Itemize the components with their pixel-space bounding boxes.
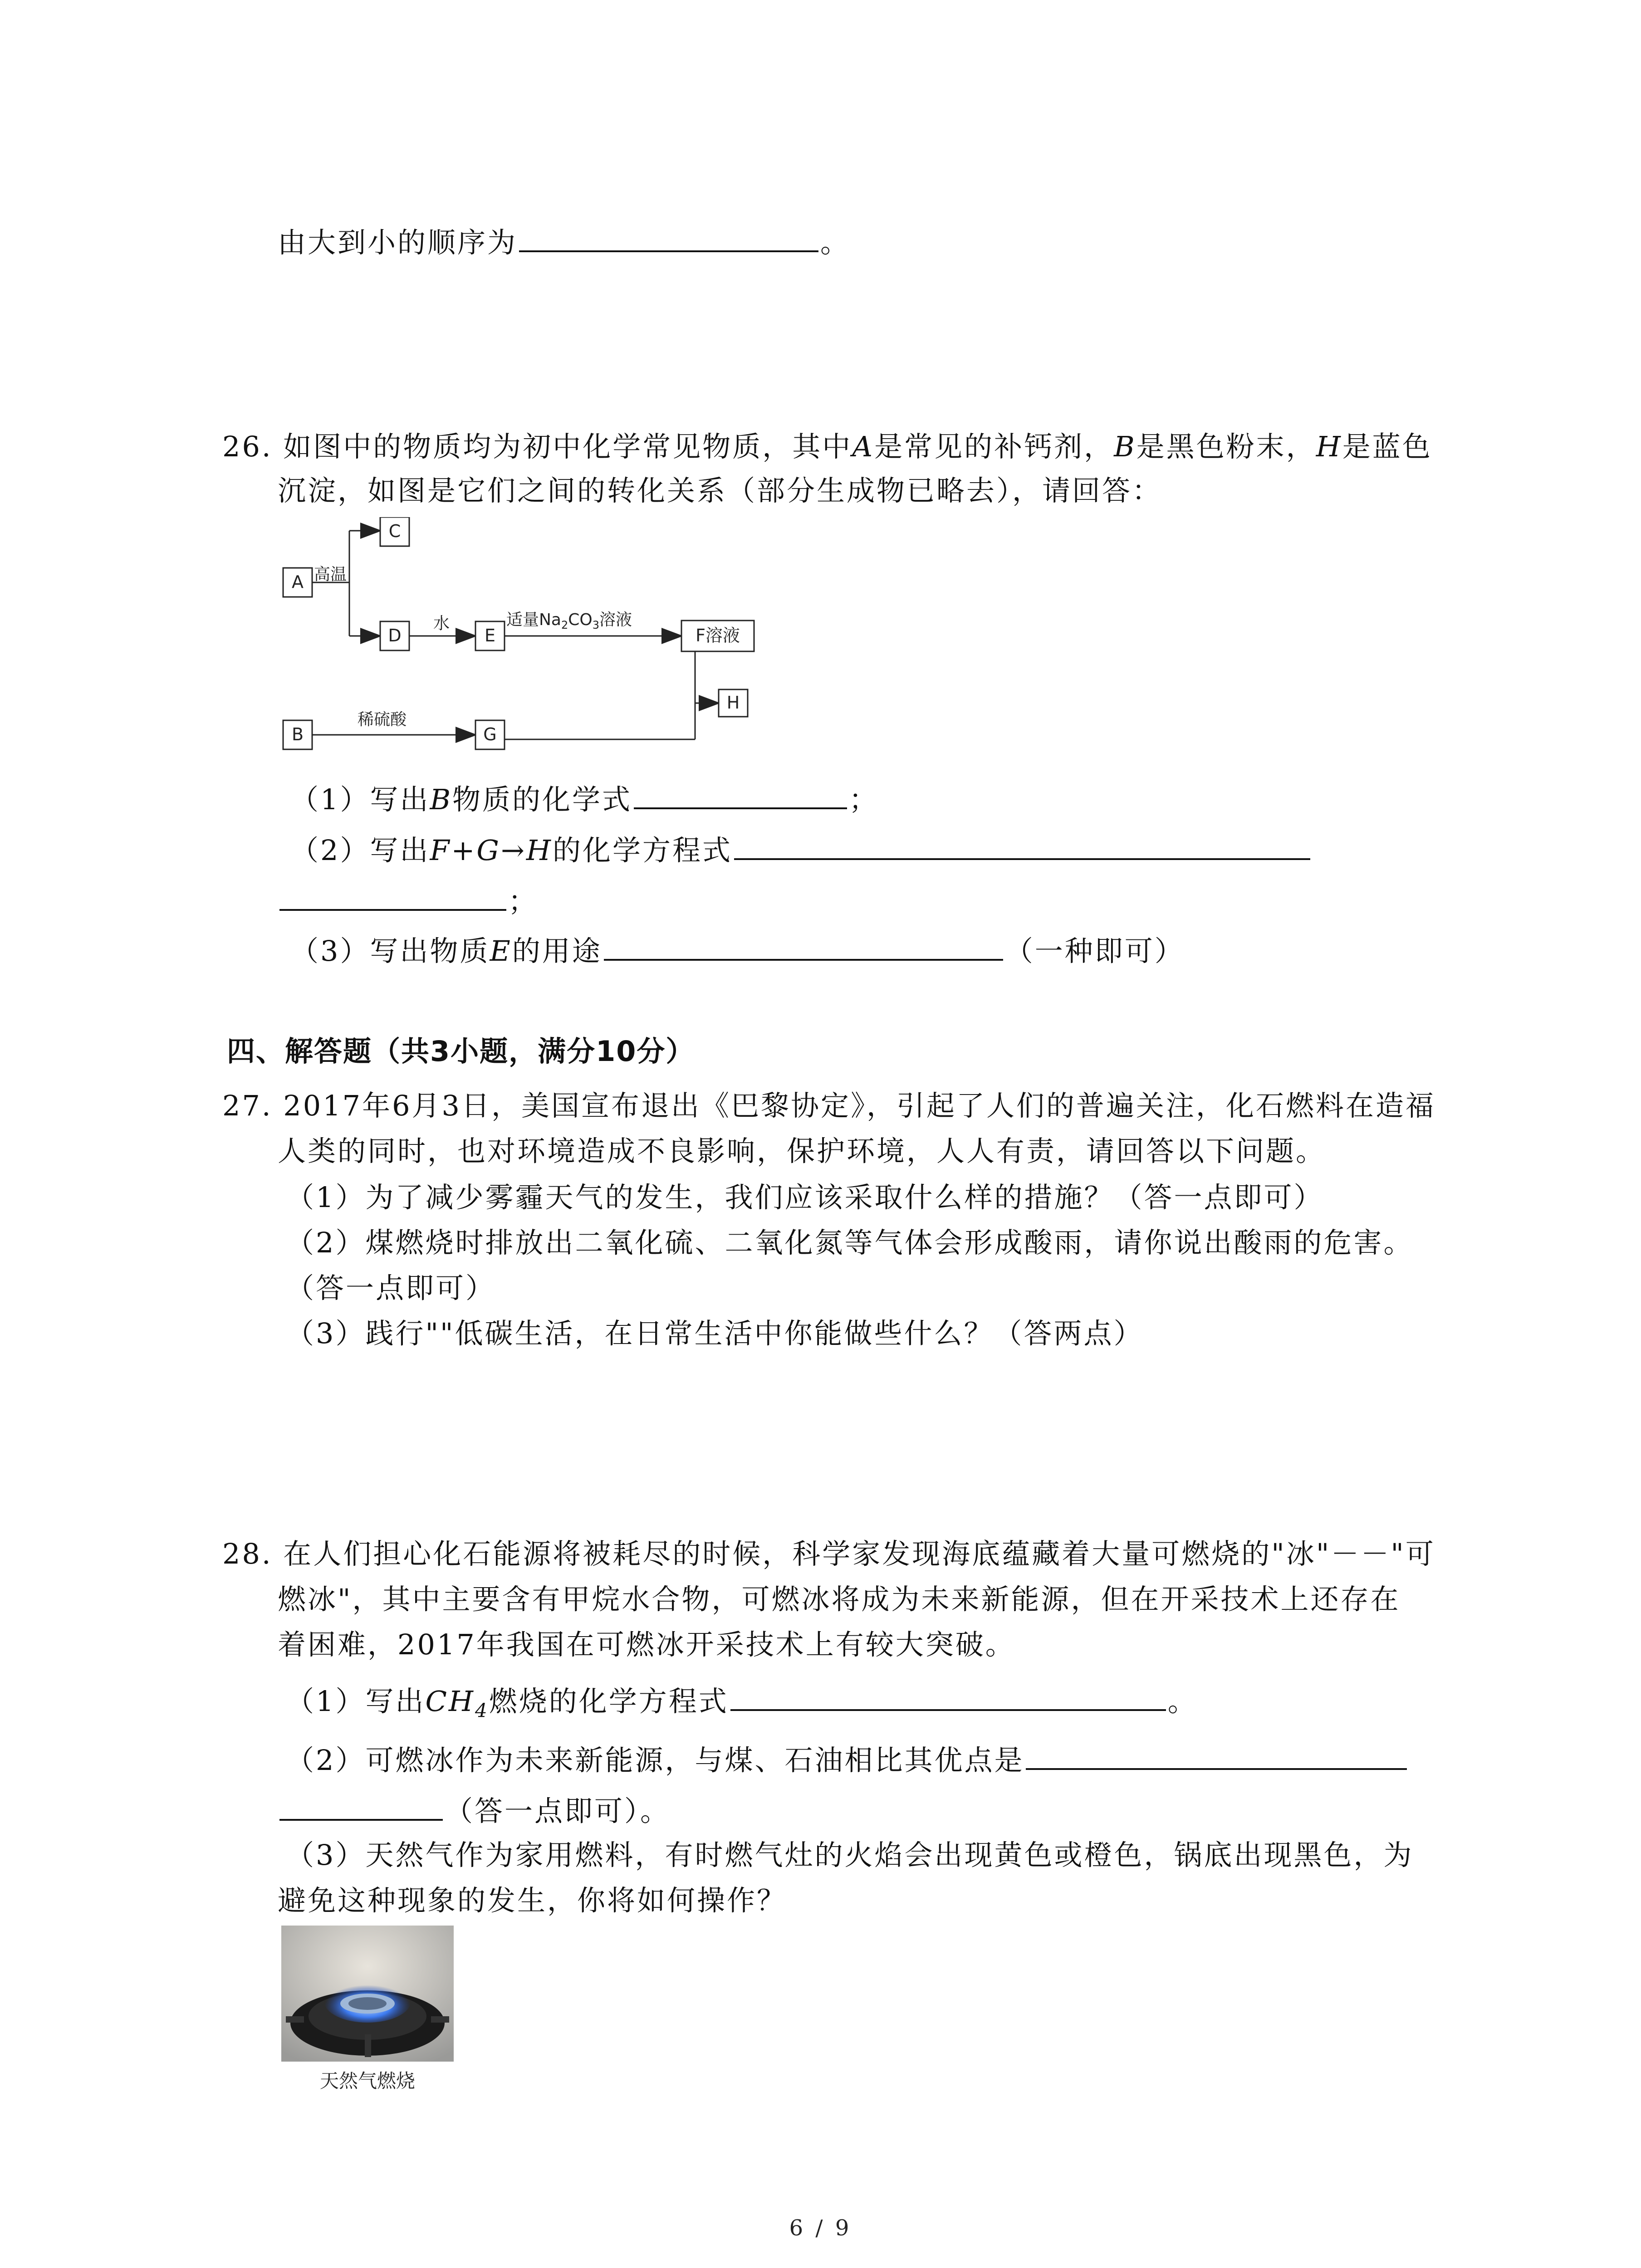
q26-sub2-cont: ；: [278, 881, 538, 919]
answer-blank[interactable]: [279, 881, 506, 911]
q28-line2: 燃冰"，其中主要含有甲烷水合物，可燃冰将成为未来新能源，但在开采技术上还存在: [278, 1583, 1401, 1616]
answer-blank[interactable]: [604, 931, 1003, 961]
q28-sub2-cont: （答一点即可）。: [278, 1791, 670, 1829]
node-D-label: D: [388, 626, 402, 645]
photo-caption: 天然气燃烧: [319, 2070, 415, 2092]
label-xiliusuan: 稀硫酸: [358, 710, 407, 729]
answer-blank[interactable]: [1026, 1740, 1407, 1770]
q27-line1: 27. 2017年6月3日，美国宣布退出《巴黎协定》，引起了人们的普遍关注，化石燃料在造福: [222, 1089, 1435, 1122]
q27-sub1: （1）为了减少雾霾天气的发生，我们应该采取什么样的措施？（答一点即可）: [286, 1181, 1324, 1214]
q26-sub3: （3）写出物质E的用途 （一种即可）: [290, 931, 1185, 969]
q27-sub3: （3）践行""低碳生活，在日常生活中你能做些什么？（答两点）: [286, 1317, 1144, 1350]
q26-line1: 26. 如图中的物质均为初中化学常见物质，其中A是常见的补钙剂，B是黑色粉末，H是蓝色: [222, 430, 1432, 463]
label-gaowen: 高温: [314, 565, 347, 584]
node-F-label: F溶液: [696, 626, 740, 645]
answer-blank[interactable]: [519, 222, 818, 252]
node-G-label: G: [483, 724, 497, 744]
q27-sub2b: （答一点即可）: [286, 1271, 496, 1305]
answer-blank[interactable]: [634, 779, 847, 809]
q28-sub2: （2）可燃冰作为未来新能源，与煤、石油相比其优点是: [286, 1740, 1409, 1779]
node-B-label: B: [291, 724, 304, 744]
node-A-label: A: [292, 572, 304, 592]
q28-line1: 28. 在人们担心化石能源将被耗尽的时候，科学家发现海底蕴藏着大量可燃烧的"冰"－－"可: [222, 1537, 1435, 1570]
conversion-diagram: [272, 517, 771, 780]
label-na2co3: 适量$Na_2CO_3$溶液: [506, 611, 632, 631]
top-line-text: 由大到小的顺序为: [278, 226, 518, 259]
q28-sub3b: 避免这种现象的发生，你将如何操作？: [278, 1884, 787, 1917]
answer-blank[interactable]: [279, 1791, 443, 1821]
node-E-label: E: [484, 626, 496, 645]
q28-line3: 着困难，2017年我国在可燃冰开采技术上有较大突破。: [278, 1628, 1015, 1661]
label-shui: 水: [433, 614, 450, 633]
q28-sub3a: （3）天然气作为家用燃料，有时燃气灶的火焰会出现黄色或橙色，锅底出现黑色，为: [286, 1838, 1414, 1872]
q28-sub1: （1）写出$CH_4$燃烧的化学方程式 。: [286, 1681, 1198, 1729]
page-number: 6 / 9: [789, 2215, 852, 2241]
answer-blank[interactable]: [734, 830, 1310, 860]
q27-line2: 人类的同时，也对环境造成不良影响，保护环境，人人有责，请回答以下问题。: [278, 1134, 1326, 1168]
top-line-end: 。: [820, 226, 851, 259]
q26-sub1: （1）写出B物质的化学式 ；: [290, 779, 879, 818]
node-C-label: C: [388, 521, 401, 541]
section4-title: 四、解答题（共3小题，满分10分）: [227, 1035, 695, 1068]
q26-line2: 沉淀，如图是它们之间的转化关系（部分生成物已略去），请回答：: [278, 474, 1162, 507]
q26-sub2: （2）写出F+G→H的化学方程式: [290, 830, 1312, 869]
gas-stove-photo: [281, 1926, 454, 2062]
node-H-label: H: [726, 693, 740, 713]
answer-blank[interactable]: [730, 1681, 1166, 1711]
q27-sub2: （2）煤燃烧时排放出二氧化硫、二氧化氮等气体会形成酸雨，请你说出酸雨的危害。: [286, 1226, 1414, 1259]
top-line: [278, 222, 850, 261]
